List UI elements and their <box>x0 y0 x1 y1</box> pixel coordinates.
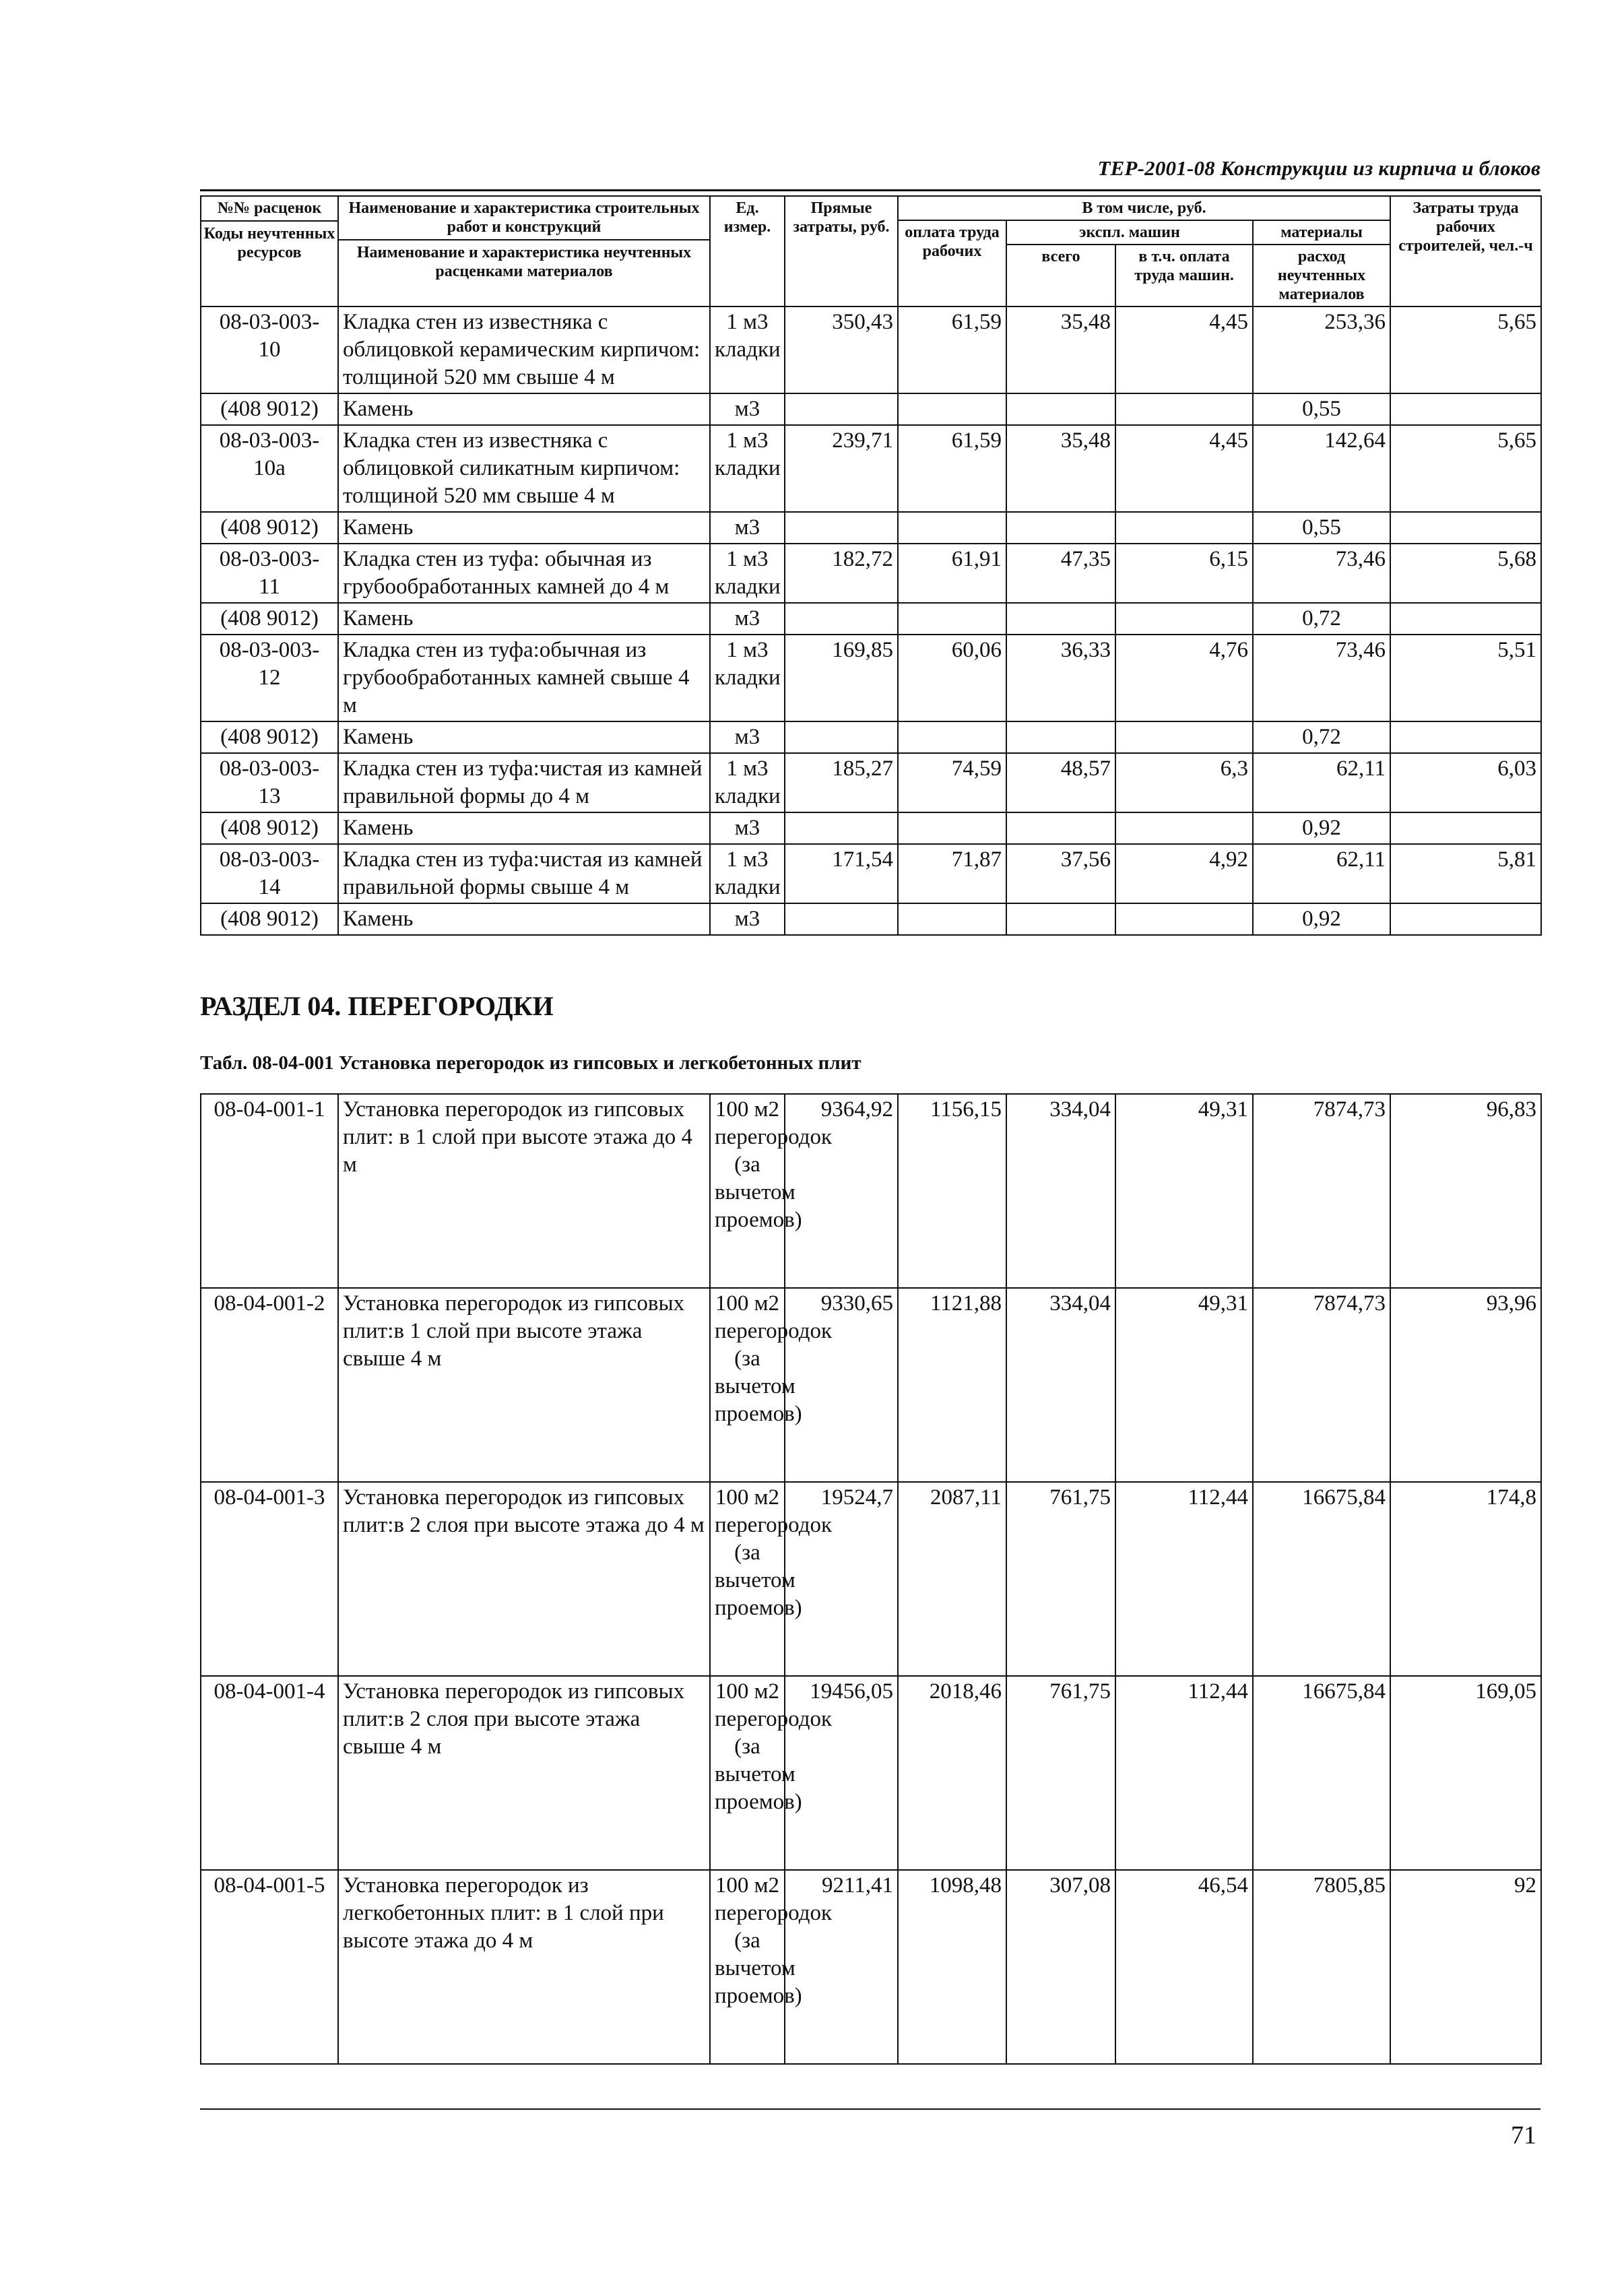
header-machines: экспл. машин <box>1006 220 1253 245</box>
rate-code: 08-03-003- 13 <box>201 753 338 812</box>
labor-hours: 93,96 <box>1390 1288 1541 1482</box>
header-including: В том числе, руб. <box>898 196 1390 220</box>
empty-cell <box>1390 393 1541 425</box>
materials: 16675,84 <box>1253 1482 1390 1676</box>
machine-operator-pay: 6,15 <box>1115 544 1253 603</box>
unit: 100 м2 перегородок (за вычетом проемов) <box>710 1288 785 1482</box>
direct-costs: 182,72 <box>785 544 898 603</box>
materials: 7805,85 <box>1253 1870 1390 2064</box>
resource-unit: м3 <box>710 812 785 844</box>
empty-cell <box>1390 812 1541 844</box>
machine-operator-pay: 4,45 <box>1115 425 1253 512</box>
resource-code: (408 9012) <box>201 812 338 844</box>
header-rate-code-top: №№ расценок <box>217 199 322 217</box>
unit: 100 м2 перегородок (за вычетом проемов) <box>710 1094 785 1288</box>
direct-costs: 171,54 <box>785 844 898 903</box>
resource-name: Камень <box>338 721 710 753</box>
header-unaccounted-materials: расход неучтенных материалов <box>1253 245 1390 306</box>
empty-cell <box>1006 512 1115 544</box>
empty-cell <box>898 721 1006 753</box>
machine-operator-pay: 4,45 <box>1115 306 1253 393</box>
resource-code: (408 9012) <box>201 721 338 753</box>
direct-costs: 9330,65 <box>785 1288 898 1482</box>
work-description: Установка перегородок из гипсовых плит: в 1 слой при высоте этажа до 4 м <box>338 1094 710 1288</box>
empty-cell <box>1006 721 1115 753</box>
machine-operator-pay: 46,54 <box>1115 1870 1253 2064</box>
rate-code: 08-04-001-2 <box>201 1288 338 1482</box>
unit: 1 м3 кладки <box>710 425 785 512</box>
machine-operator-pay: 6,3 <box>1115 753 1253 812</box>
resource-name: Камень <box>338 393 710 425</box>
empty-cell <box>1390 903 1541 935</box>
header-unit: Ед. измер. <box>710 196 785 306</box>
table-header <box>201 196 1541 306</box>
machine-operator-pay: 4,76 <box>1115 635 1253 721</box>
rate-row <box>201 753 1541 812</box>
rate-code: 08-03-003- 10а <box>201 425 338 512</box>
empty-cell <box>1115 512 1253 544</box>
rate-row <box>201 544 1541 603</box>
work-description: Установка перегородок из гипсовых плит:в 2 слоя при высоте этажа свыше 4 м <box>338 1676 710 1870</box>
resource-row <box>201 603 1541 635</box>
machine-operator-pay: 112,44 <box>1115 1676 1253 1870</box>
machines-total: 761,75 <box>1006 1482 1115 1676</box>
header-work-name <box>338 196 710 306</box>
empty-cell <box>1115 603 1253 635</box>
empty-cell <box>785 812 898 844</box>
unit: 1 м3 кладки <box>710 544 785 603</box>
rate-row <box>201 1676 1541 1870</box>
rate-row <box>201 306 1541 393</box>
direct-costs: 9211,41 <box>785 1870 898 2064</box>
labor-hours: 5,81 <box>1390 844 1541 903</box>
resource-unit: м3 <box>710 903 785 935</box>
labor-hours: 5,65 <box>1390 425 1541 512</box>
unit: 100 м2 перегородок (за вычетом проемов) <box>710 1482 785 1676</box>
resource-quantity: 0,55 <box>1253 393 1390 425</box>
machines-total: 334,04 <box>1006 1288 1115 1482</box>
machines-total: 35,48 <box>1006 306 1115 393</box>
labor-pay: 74,59 <box>898 753 1006 812</box>
labor-pay: 2087,11 <box>898 1482 1006 1676</box>
rate-row <box>201 425 1541 512</box>
page-number: 71 <box>1511 2121 1536 2149</box>
empty-cell <box>785 903 898 935</box>
empty-cell <box>1390 512 1541 544</box>
resource-name: Камень <box>338 512 710 544</box>
rate-code: 08-03-003- 10 <box>201 306 338 393</box>
masonry-rows <box>201 306 1541 935</box>
header-labor-pay: оплата труда рабочих <box>898 220 1006 306</box>
rate-code: 08-04-001-4 <box>201 1676 338 1870</box>
labor-hours: 169,05 <box>1390 1676 1541 1870</box>
rate-row <box>201 844 1541 903</box>
resource-code: (408 9012) <box>201 603 338 635</box>
machines-total: 48,57 <box>1006 753 1115 812</box>
empty-cell <box>785 721 898 753</box>
unit: 1 м3 кладки <box>710 844 785 903</box>
header-machines-total: всего <box>1006 245 1115 306</box>
materials: 62,11 <box>1253 844 1390 903</box>
unit: 1 м3 кладки <box>710 635 785 721</box>
machines-total: 307,08 <box>1006 1870 1115 2064</box>
empty-cell <box>1006 903 1115 935</box>
work-description: Кладка стен из туфа:чистая из камней правильной формы свыше 4 м <box>338 844 710 903</box>
masonry-price-table <box>200 195 1542 936</box>
header-rule <box>200 189 1540 191</box>
section-heading: РАЗДЕЛ 04. ПЕРЕГОРОДКИ <box>200 991 554 1021</box>
header-rate-code <box>201 196 338 306</box>
machines-total: 334,04 <box>1006 1094 1115 1288</box>
header-direct-costs: Прямые затраты, руб. <box>785 196 898 306</box>
labor-pay: 61,59 <box>898 425 1006 512</box>
rate-code: 08-03-003- 12 <box>201 635 338 721</box>
direct-costs: 185,27 <box>785 753 898 812</box>
empty-cell <box>1115 903 1253 935</box>
rate-row <box>201 1094 1541 1288</box>
empty-cell <box>898 812 1006 844</box>
direct-costs: 239,71 <box>785 425 898 512</box>
work-description: Кладка стен из известняка с облицовкой силикатным кирпичом: толщиной 520 мм свыше 4 м <box>338 425 710 512</box>
resource-code: (408 9012) <box>201 903 338 935</box>
labor-pay: 1121,88 <box>898 1288 1006 1482</box>
rate-code: 08-04-001-3 <box>201 1482 338 1676</box>
direct-costs: 350,43 <box>785 306 898 393</box>
footer-rule <box>200 2108 1540 2110</box>
header-machine-operator-pay: в т.ч. оплата труда машин. <box>1115 245 1253 306</box>
resource-quantity: 0,55 <box>1253 512 1390 544</box>
header-resource-code: Коды неучтенных ресурсов <box>201 220 337 262</box>
empty-cell <box>1115 812 1253 844</box>
resource-unit: м3 <box>710 721 785 753</box>
table-caption: Табл. 08-04-001 Установка перегородок из гипсовых и легкобетонных плит <box>200 1052 862 1074</box>
labor-pay: 1156,15 <box>898 1094 1006 1288</box>
rate-code: 08-03-003- 14 <box>201 844 338 903</box>
empty-cell <box>1006 812 1115 844</box>
materials: 73,46 <box>1253 544 1390 603</box>
labor-hours: 92 <box>1390 1870 1541 2064</box>
resource-unit: м3 <box>710 603 785 635</box>
labor-pay: 61,59 <box>898 306 1006 393</box>
rate-code: 08-04-001-5 <box>201 1870 338 2064</box>
labor-pay: 2018,46 <box>898 1676 1006 1870</box>
direct-costs: 19524,7 <box>785 1482 898 1676</box>
header-work-name-top: Наименование и характеристика строительных работ и конструкций <box>348 199 700 236</box>
direct-costs: 19456,05 <box>785 1676 898 1870</box>
machines-total: 35,48 <box>1006 425 1115 512</box>
materials: 142,64 <box>1253 425 1390 512</box>
empty-cell <box>898 512 1006 544</box>
resource-row <box>201 812 1541 844</box>
machines-total: 761,75 <box>1006 1676 1115 1870</box>
direct-costs: 9364,92 <box>785 1094 898 1288</box>
labor-pay: 61,91 <box>898 544 1006 603</box>
labor-hours: 5,65 <box>1390 306 1541 393</box>
resource-quantity: 0,72 <box>1253 721 1390 753</box>
rate-row <box>201 1870 1541 2064</box>
materials: 253,36 <box>1253 306 1390 393</box>
resource-quantity: 0,92 <box>1253 812 1390 844</box>
resource-name: Камень <box>338 812 710 844</box>
resource-code: (408 9012) <box>201 393 338 425</box>
resource-name: Камень <box>338 603 710 635</box>
materials: 62,11 <box>1253 753 1390 812</box>
resource-row <box>201 721 1541 753</box>
labor-hours: 174,8 <box>1390 1482 1541 1676</box>
empty-cell <box>785 512 898 544</box>
resource-unit: м3 <box>710 512 785 544</box>
machine-operator-pay: 4,92 <box>1115 844 1253 903</box>
running-header: ТЕР-2001-08 Конструкции из кирпича и блоков <box>1097 156 1540 180</box>
header-materials: материалы <box>1253 220 1390 245</box>
work-description: Кладка стен из туфа:обычная из грубообработанных камней свыше 4 м <box>338 635 710 721</box>
resource-quantity: 0,92 <box>1253 903 1390 935</box>
empty-cell <box>898 393 1006 425</box>
materials: 7874,73 <box>1253 1288 1390 1482</box>
rate-row <box>201 635 1541 721</box>
empty-cell <box>898 903 1006 935</box>
labor-pay: 71,87 <box>898 844 1006 903</box>
machines-total: 47,35 <box>1006 544 1115 603</box>
work-description: Кладка стен из туфа:чистая из камней правильной формы до 4 м <box>338 753 710 812</box>
empty-cell <box>1006 393 1115 425</box>
empty-cell <box>898 603 1006 635</box>
unit: 100 м2 перегородок (за вычетом проемов) <box>710 1676 785 1870</box>
unit: 100 м2 перегородок (за вычетом проемов) <box>710 1870 785 2064</box>
rate-code: 08-03-003- 11 <box>201 544 338 603</box>
empty-cell <box>1390 603 1541 635</box>
machine-operator-pay: 49,31 <box>1115 1288 1253 1482</box>
empty-cell <box>785 603 898 635</box>
direct-costs: 169,85 <box>785 635 898 721</box>
header-labor-hours: Затраты труда рабочих строителей, чел.-ч <box>1390 196 1541 306</box>
labor-hours: 6,03 <box>1390 753 1541 812</box>
materials: 16675,84 <box>1253 1676 1390 1870</box>
rate-code: 08-04-001-1 <box>201 1094 338 1288</box>
header-material-name: Наименование и характеристика неучтенных расценками материалов <box>339 239 709 281</box>
work-description: Установка перегородок из гипсовых плит:в 2 слоя при высоте этажа до 4 м <box>338 1482 710 1676</box>
materials: 73,46 <box>1253 635 1390 721</box>
resource-name: Камень <box>338 903 710 935</box>
rate-row <box>201 1288 1541 1482</box>
resource-code: (408 9012) <box>201 512 338 544</box>
labor-hours: 96,83 <box>1390 1094 1541 1288</box>
resource-row <box>201 903 1541 935</box>
machines-total: 36,33 <box>1006 635 1115 721</box>
empty-cell <box>785 393 898 425</box>
work-description: Установка перегородок из гипсовых плит:в 1 слой при высоте этажа свыше 4 м <box>338 1288 710 1482</box>
labor-hours: 5,68 <box>1390 544 1541 603</box>
empty-cell <box>1115 393 1253 425</box>
work-description: Кладка стен из известняка с облицовкой керамическим кирпичом: толщиной 520 мм свыше 4 м <box>338 306 710 393</box>
resource-quantity: 0,72 <box>1253 603 1390 635</box>
partition-rows <box>201 1094 1541 2064</box>
resource-row <box>201 393 1541 425</box>
materials: 7874,73 <box>1253 1094 1390 1288</box>
resource-unit: м3 <box>710 393 785 425</box>
unit: 1 м3 кладки <box>710 753 785 812</box>
machine-operator-pay: 112,44 <box>1115 1482 1253 1676</box>
rate-row <box>201 1482 1541 1676</box>
labor-pay: 60,06 <box>898 635 1006 721</box>
machines-total: 37,56 <box>1006 844 1115 903</box>
labor-pay: 1098,48 <box>898 1870 1006 2064</box>
unit: 1 м3 кладки <box>710 306 785 393</box>
work-description: Кладка стен из туфа: обычная из грубообработанных камней до 4 м <box>338 544 710 603</box>
partition-price-table <box>200 1093 1542 2065</box>
labor-hours: 5,51 <box>1390 635 1541 721</box>
empty-cell <box>1390 721 1541 753</box>
resource-row <box>201 512 1541 544</box>
empty-cell <box>1115 721 1253 753</box>
machine-operator-pay: 49,31 <box>1115 1094 1253 1288</box>
work-description: Установка перегородок из легкобетонных плит: в 1 слой при высоте этажа до 4 м <box>338 1870 710 2064</box>
empty-cell <box>1006 603 1115 635</box>
